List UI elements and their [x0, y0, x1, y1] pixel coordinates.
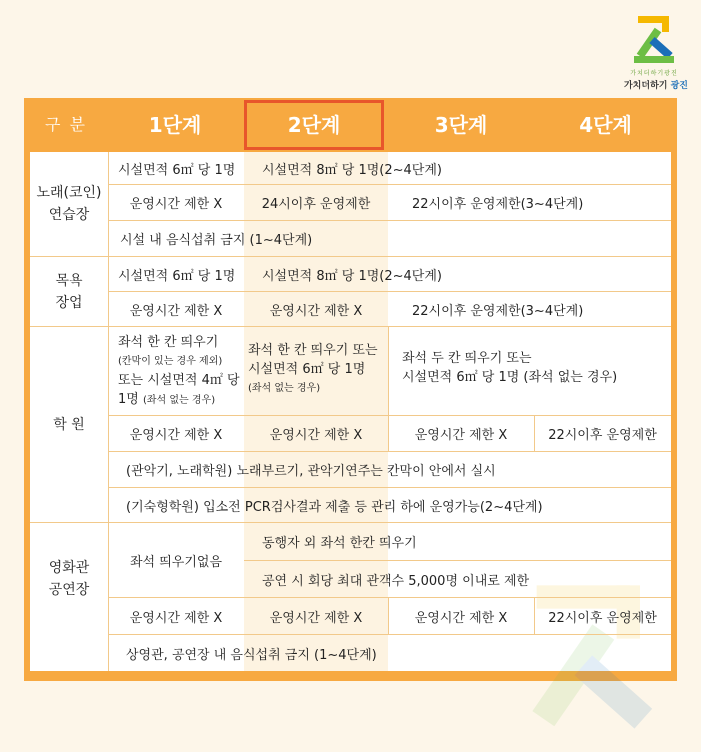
- academy-hours-stage4: 22시이후 운영제한: [548, 428, 657, 443]
- cinema-hours-stage2: 운영시간 제한 X: [269, 610, 363, 626]
- cinema-hours-stage4: 22시이후 운영제한: [548, 610, 657, 626]
- category-bath: 목욕 장업: [55, 272, 83, 311]
- logo-slogan: 가치더하기광진: [630, 70, 678, 77]
- header-stage-1: 1단계: [148, 113, 202, 137]
- header-stage-2: 2단계: [244, 100, 384, 150]
- cinema-seating-stage1: 좌석 띄우기없음: [129, 554, 223, 570]
- category-cinema: 영화관 공연장: [48, 559, 90, 598]
- gwangjin-logo: [618, 10, 690, 90]
- academy-seating-stage2: 좌석 한 칸 띄우기 또는 시설면적 6㎡ 당 1명 (좌석 없는 경우): [248, 343, 378, 394]
- restriction-table: [24, 98, 677, 681]
- karaoke-capacity-stage2: 시설면적 8㎡ 당 1명(2~4단계): [262, 162, 442, 178]
- cinema-hours-stage1: 운영시간 제한 X: [129, 610, 223, 626]
- header-category: 구 분: [45, 115, 87, 134]
- logo-wordmark: 가치더하기 광진: [623, 81, 688, 91]
- divider: [388, 327, 389, 415]
- category-karaoke: 노래(코인) 연습장: [36, 185, 102, 223]
- karaoke-food-rule: 시설 내 음식섭취 금지 (1~4단계): [120, 233, 313, 248]
- cinema-audience-limit: 공연 시 회당 최대 관객수 5,000명 이내로 제한: [262, 573, 530, 589]
- category-academy: 학 원: [53, 416, 85, 433]
- karaoke-hours-stage2: 24시이후 운영제한: [261, 197, 371, 212]
- academy-boarding-rule: (기숙형학원) 입소전 PCR검사결과 제출 등 관리 하에 운영가능(2~4단계): [126, 499, 543, 515]
- bath-hours-stage1: 운영시간 제한 X: [129, 303, 223, 319]
- academy-hours-stage3: 운영시간 제한 X: [414, 428, 508, 443]
- academy-seating-stage1: 좌석 한 칸 띄우기 (칸막이 있는 경우 제외) 또는 시설면적 4㎡ 당 1명 (좌석 없는 경우): [118, 335, 240, 407]
- academy-seating-stage3: 좌석 두 칸 띄우기 또는 시설면적 6㎡ 당 1명 (좌석 없는 경우): [402, 351, 618, 385]
- bath-capacity-stage1: 시설면적 6㎡ 당 1명: [118, 268, 236, 284]
- header-stage-3: 3단계: [434, 113, 488, 137]
- cinema-hours-stage3: 운영시간 제한 X: [414, 610, 508, 626]
- cinema-food-rule: 상영관, 공연장 내 음식섭취 금지 (1~4단계): [126, 647, 377, 663]
- karaoke-hours-stage1: 운영시간 제한 X: [129, 197, 223, 212]
- bath-hours-stage3: 22시이후 운영제한(3~4단계): [412, 303, 584, 319]
- cinema-seating-stage2: 동행자 외 좌석 한칸 띄우기: [262, 536, 417, 551]
- karaoke-hours-stage3: 22시이후 운영제한(3~4단계): [412, 197, 584, 212]
- bath-hours-stage2: 운영시간 제한 X: [269, 303, 363, 319]
- academy-wind-instrument-rule: (관악기, 노래학원) 노래부르기, 관악기연주는 칸막이 안에서 실시: [126, 464, 496, 479]
- header-stage-4: 4단계: [579, 113, 632, 137]
- table-body: [30, 152, 671, 671]
- gwangjin-logo-icon: [632, 12, 676, 66]
- bath-capacity-stage2: 시설면적 8㎡ 당 1명(2~4단계): [262, 268, 442, 284]
- academy-hours-stage1: 운영시간 제한 X: [129, 428, 223, 443]
- academy-hours-stage2: 운영시간 제한 X: [269, 428, 363, 443]
- karaoke-capacity-stage1: 시설면적 6㎡ 당 1명: [118, 162, 236, 178]
